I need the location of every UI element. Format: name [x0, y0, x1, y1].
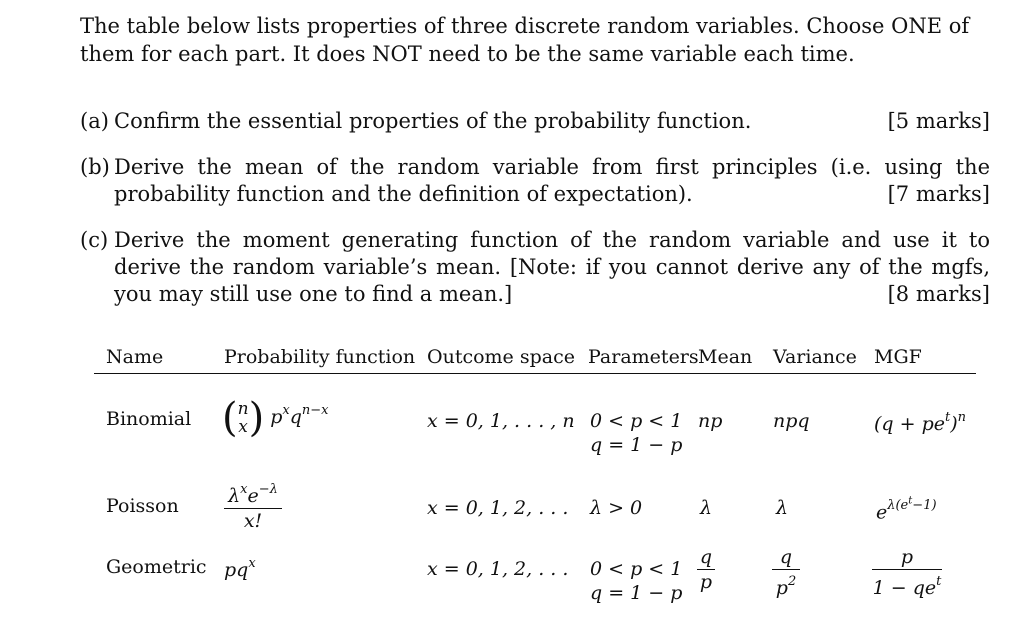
part-c-label: (c) — [80, 228, 109, 252]
poisson-pf: $\lambda^xe^{-\lambda}$ x! — [224, 478, 282, 533]
header-parameters: Parameters — [588, 346, 699, 368]
poisson-outcome: x = 0, 1, 2, . . . — [427, 497, 569, 519]
header-probability-function: Probability function — [224, 346, 416, 368]
binomial-param-2: q = 1 − p — [590, 434, 683, 456]
geometric-variance: $\frac{q}{p^2}$ — [772, 545, 800, 600]
part-c-marks: [8 marks] — [887, 282, 990, 306]
binomial-pf: (n x) $p^xq^{n-x}$ — [222, 395, 329, 441]
geometric-outcome: x = 0, 1, 2, . . . — [427, 558, 569, 580]
part-a — [80, 108, 990, 135]
part-a-text: Confirm the essential properties of the probability function. — [114, 109, 752, 133]
poisson-param-1: λ > 0 — [590, 497, 643, 519]
header-mean: Mean — [698, 346, 753, 368]
part-a-label: (a) — [80, 109, 109, 133]
binomial-outcome: x = 0, 1, . . . , n — [427, 410, 575, 432]
intro-text: The table below lists properties of three discrete random variables. Choose ONE of them for each part. It does NOT need to be the same variable each time. — [80, 14, 970, 66]
poisson-mgf: $e^{\lambda(e^t-1)}$ — [876, 496, 937, 524]
poisson-variance: λ — [776, 497, 789, 519]
row-name: Poisson — [106, 495, 179, 517]
header-name: Name — [106, 346, 164, 368]
header-outcome-space: Outcome space — [427, 346, 575, 368]
part-c — [80, 227, 990, 308]
part-b — [80, 154, 990, 208]
header-mgf: MGF — [874, 346, 922, 368]
row-name: Binomial — [106, 408, 192, 430]
header-rule — [94, 373, 976, 374]
poisson-mean: λ — [700, 497, 713, 519]
geometric-param-2: q = 1 − p — [590, 582, 683, 604]
part-c-text: Derive the moment generating function of the random variable and use it to derive the random variable’s mean. [Note: if you cannot derive any of the mgfs, you may still use one to find a mean.] — [114, 228, 990, 306]
header-variance: Variance — [773, 346, 857, 368]
geometric-mean: $\frac{q}{p}$ — [697, 545, 715, 594]
part-b-label: (b) — [80, 155, 110, 179]
row-name: Geometric — [106, 556, 207, 578]
binomial-mgf: $(q + pe^t)^n$ — [874, 410, 967, 435]
part-b-text: Derive the mean of the random variable from first principles (i.e. using the probability function and the definition of expectation). — [114, 155, 990, 206]
binomial-variance: npq — [773, 410, 810, 432]
binomial-mean: np — [698, 410, 723, 432]
geometric-mgf: p $1 - qe^t$ — [872, 546, 942, 599]
part-b-marks: [7 marks] — [887, 182, 990, 206]
part-a-marks: [5 marks] — [887, 109, 990, 133]
binomial-param-1: 0 < p < 1 — [590, 410, 683, 432]
geometric-param-1: 0 < p < 1 — [590, 558, 683, 580]
geometric-pf: $pq^x$ — [224, 556, 256, 581]
